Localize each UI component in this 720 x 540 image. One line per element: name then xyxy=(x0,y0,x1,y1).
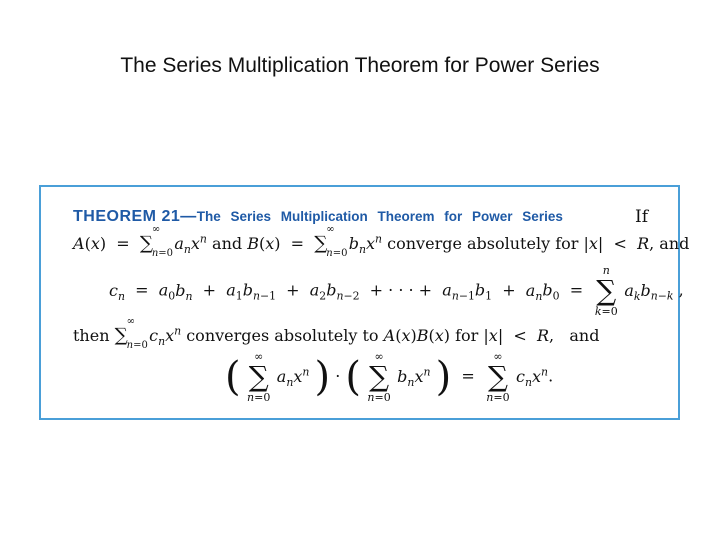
word-converges: converges absolutely to xyxy=(186,326,379,345)
theorem-box xyxy=(39,185,690,420)
formula-b: B xyxy=(247,234,259,253)
product-sum-b: ∞ ∑ n=0 xyxy=(367,350,391,404)
product-sum-a: ∞ ∑ n=0 xyxy=(247,350,271,404)
word-and-end: , and xyxy=(649,234,690,253)
sum-a: ∑ ∞ n=0 xyxy=(139,224,174,259)
theorem-name: The Series Multiplication Theorem for Power Series xyxy=(196,209,563,224)
sum-b: ∑ ∞ n=0 xyxy=(314,224,348,259)
product-sum-c: ∞ ∑ n=0 xyxy=(486,350,510,404)
word-and-2: and xyxy=(569,326,600,345)
word-for: for xyxy=(455,326,479,345)
cn-sum: n ∑ k=0 xyxy=(594,264,618,318)
word-and: and xyxy=(212,234,243,253)
sum-c: ∑ ∞ n=0 xyxy=(114,316,148,351)
theorem-number: THEOREM 21 xyxy=(73,208,181,225)
if-word: If xyxy=(635,207,649,227)
word-then: then xyxy=(73,326,110,345)
theorem-heading xyxy=(73,208,563,226)
formula-a: A xyxy=(73,234,85,253)
cn-definition: $c_n = a_0b_n + a_1b_{n-1} + a_2b_{n-2}$ + · · · + $a_{n-1}b_1 + a_nb_0$ = n ∑ k=0 $a_kb_{n-k}$ , xyxy=(109,264,684,318)
hypothesis-line: A(x) = ∑ ∞ n=0 $a_nx^n$ and B(x) = ∑ ∞ n=0 $b_nx^n$ converge absolutely for |x| < R, and xyxy=(73,224,690,259)
theorem-dash: — xyxy=(180,208,197,225)
conclusion-line: then ∑ ∞ n=0 $c_nx^n$ converges absolutely to A(x)B(x) for |x| < R, and xyxy=(73,316,600,351)
product-identity: ( ∞ ∑ n=0 $a_nx^n$ ) · ( ∞ ∑ n=0 $b_nx^n$ ) = ∞ ∑ n=0 $c_nx^n$. xyxy=(225,350,554,404)
slide-title: The Series Multiplication Theorem for Power Series xyxy=(120,54,600,77)
word-converge: converge absolutely for xyxy=(387,234,579,253)
